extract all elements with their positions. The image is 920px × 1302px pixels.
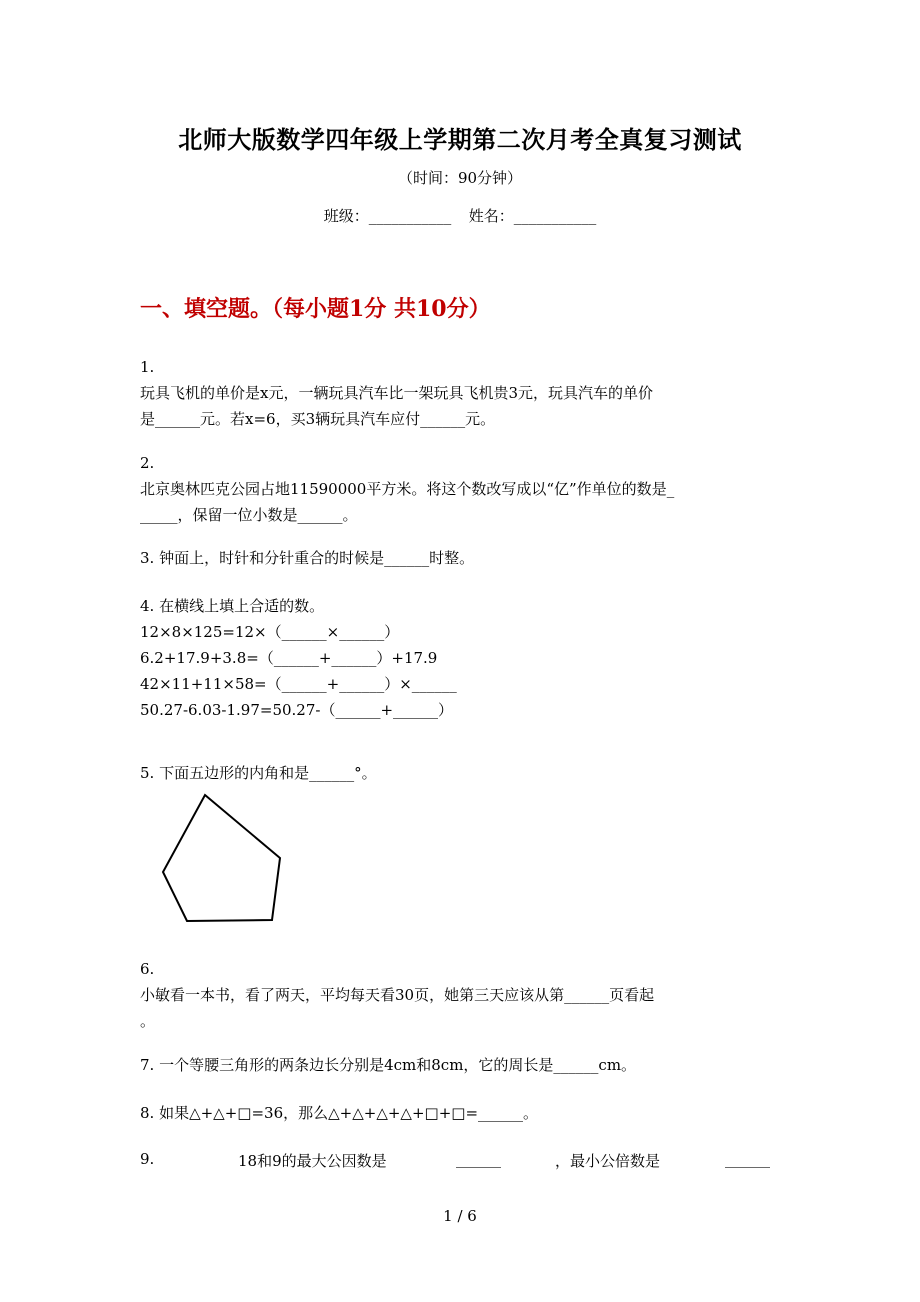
pentagon-shape [163, 795, 280, 921]
question-4 [140, 593, 785, 723]
question-text: 3. 钟面上，时针和分针重合的时候是______时整。 [140, 549, 475, 567]
section-heading: 一、填空题。（每小题1分 共10分） [140, 296, 491, 322]
time-note: （时间：90分钟） [397, 169, 523, 187]
question-5 [140, 760, 785, 786]
question-number: 9. [140, 1150, 155, 1168]
equation-line: 42×11+11×58=（______+______）×______ [140, 675, 457, 693]
class-blank: ___________ [368, 207, 452, 225]
question-6 [140, 956, 785, 1034]
answer-blank: ______ [456, 1150, 501, 1168]
question-7 [140, 1052, 785, 1078]
question-8 [140, 1100, 785, 1126]
question-number: 6. [140, 960, 155, 978]
question-number: 2. [140, 454, 155, 472]
question-2 [140, 450, 785, 528]
class-name-line [0, 205, 920, 226]
question-text: 小敏看一本书，看了两天，平均每天看30页，她第三天应该从第______页看起 [140, 986, 655, 1004]
question-3 [140, 545, 785, 571]
answer-blank: ______ [725, 1150, 770, 1168]
question-text: ，最小公倍数是 [555, 1152, 661, 1170]
exam-title: 北师大版数学四年级上学期第二次月考全真复习测试 [178, 125, 742, 154]
pentagon-figure [155, 790, 290, 930]
equation-line: 50.27-6.03-1.97=50.27-（______+______） [140, 701, 454, 719]
equation-line: 12×8×125=12×（______×______） [140, 623, 400, 641]
question-text: 是______元。若x=6，买3辆玩具汽车应付______元。 [140, 410, 496, 428]
question-text: 北京奥林匹克公园占地11590000平方米。将这个数改写成以“亿”作单位的数是_ [140, 480, 675, 498]
question-1 [140, 354, 785, 432]
question-text: 4. 在横线上填上合适的数。 [140, 597, 325, 615]
name-blank: ___________ [513, 207, 597, 225]
class-label: 班级： [323, 207, 369, 225]
question-text: 8. 如果△+△+□=36，那么△+△+△+△+□+□=______。 [140, 1104, 539, 1122]
equation-line: 6.2+17.9+3.8=（______+______）+17.9 [140, 649, 438, 667]
question-text: 5. 下面五边形的内角和是______°。 [140, 764, 377, 782]
question-text: 7. 一个等腰三角形的两条边长分别是4cm和8cm，它的周长是______cm。 [140, 1056, 637, 1074]
question-number: 1. [140, 358, 155, 376]
question-text: 玩具飞机的单价是x元，一辆玩具汽车比一架玩具飞机贵3元，玩具汽车的单价 [140, 384, 654, 402]
question-text: _____，保留一位小数是______。 [140, 506, 358, 524]
question-text: 18和9的最大公因数是 [238, 1152, 387, 1170]
question-text: 。 [140, 1012, 156, 1030]
name-label: 姓名： [468, 207, 514, 225]
page-number: 1 / 6 [443, 1207, 477, 1225]
